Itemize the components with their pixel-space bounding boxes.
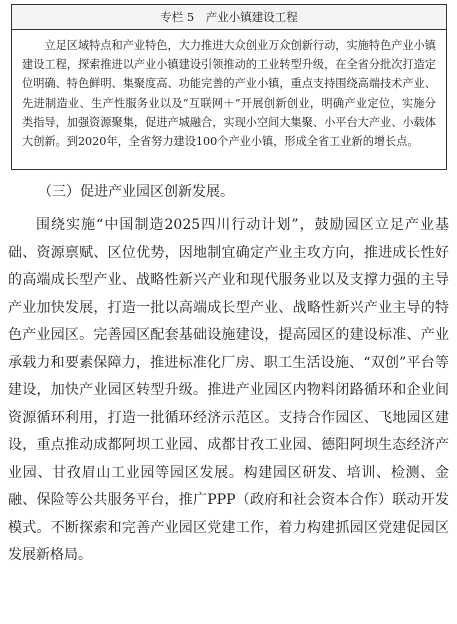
section-paragraph: 围绕实施“中国制造2025四川行动计划”，鼓励园区立足产业基础、资源禀赋、区位优势，因地制宜确定产业主攻方向，推进成长性好的高端成长型产业、战略性新兴产业和现代服务业以及支撑力强的主导产业加快发展，打造一批以高端成长型产业、战略性新兴产业主导的特色产业园区。完善园区配套基础设施建设，提高园区的建设标准、产业承载力和要素保障力，推进标准化厂房、职工生活设施、“双创”平台等建设，加快产业园区转型升级。推进产业园区内物料闭路循环和企业间资源循环利用，打造一批循环经济示范区。支持合作园区、飞地园区建设，重点推动成都阿坝工业园、成都甘孜工业园、德阳阿坝生态经济产业园、甘孜眉山工业园等园区发展。构建园区研发、培训、检测、金融、保险等公共服务平台，推广PPP（政府和社会资本合作）联动开发模式。不断探索和完善产业园区党建工作，着力构建抓园区党建促园区发展新格局。: [8, 217, 449, 563]
feature-box-body: 立足区域特点和产业特色，大力推进大众创业万众创新行动，实施特色产业小镇建设工程，探索推进以产业小镇建设引领推动的工业转型升级，在全省分批次打造定位明确、特色鲜明、集聚度高、功能完善的产业小镇，重点支持围绕高端技术产业、先进制造业、生产性服务业以及“互联网＋”开展创新创业，明确产业定位，实施分类指导，加强资源聚集，促进产城融合，实现小空间大集聚、小平台大产业、小载体大创新。到2020年，全省努力建设100个产业小镇，形成全省工业新的增长点。: [22, 39, 436, 149]
feature-box-title: 专栏 5 产业小镇建设工程: [12, 5, 446, 30]
feature-box: [11, 4, 447, 170]
section-heading: （三）促进产业园区创新发展。: [38, 184, 234, 200]
